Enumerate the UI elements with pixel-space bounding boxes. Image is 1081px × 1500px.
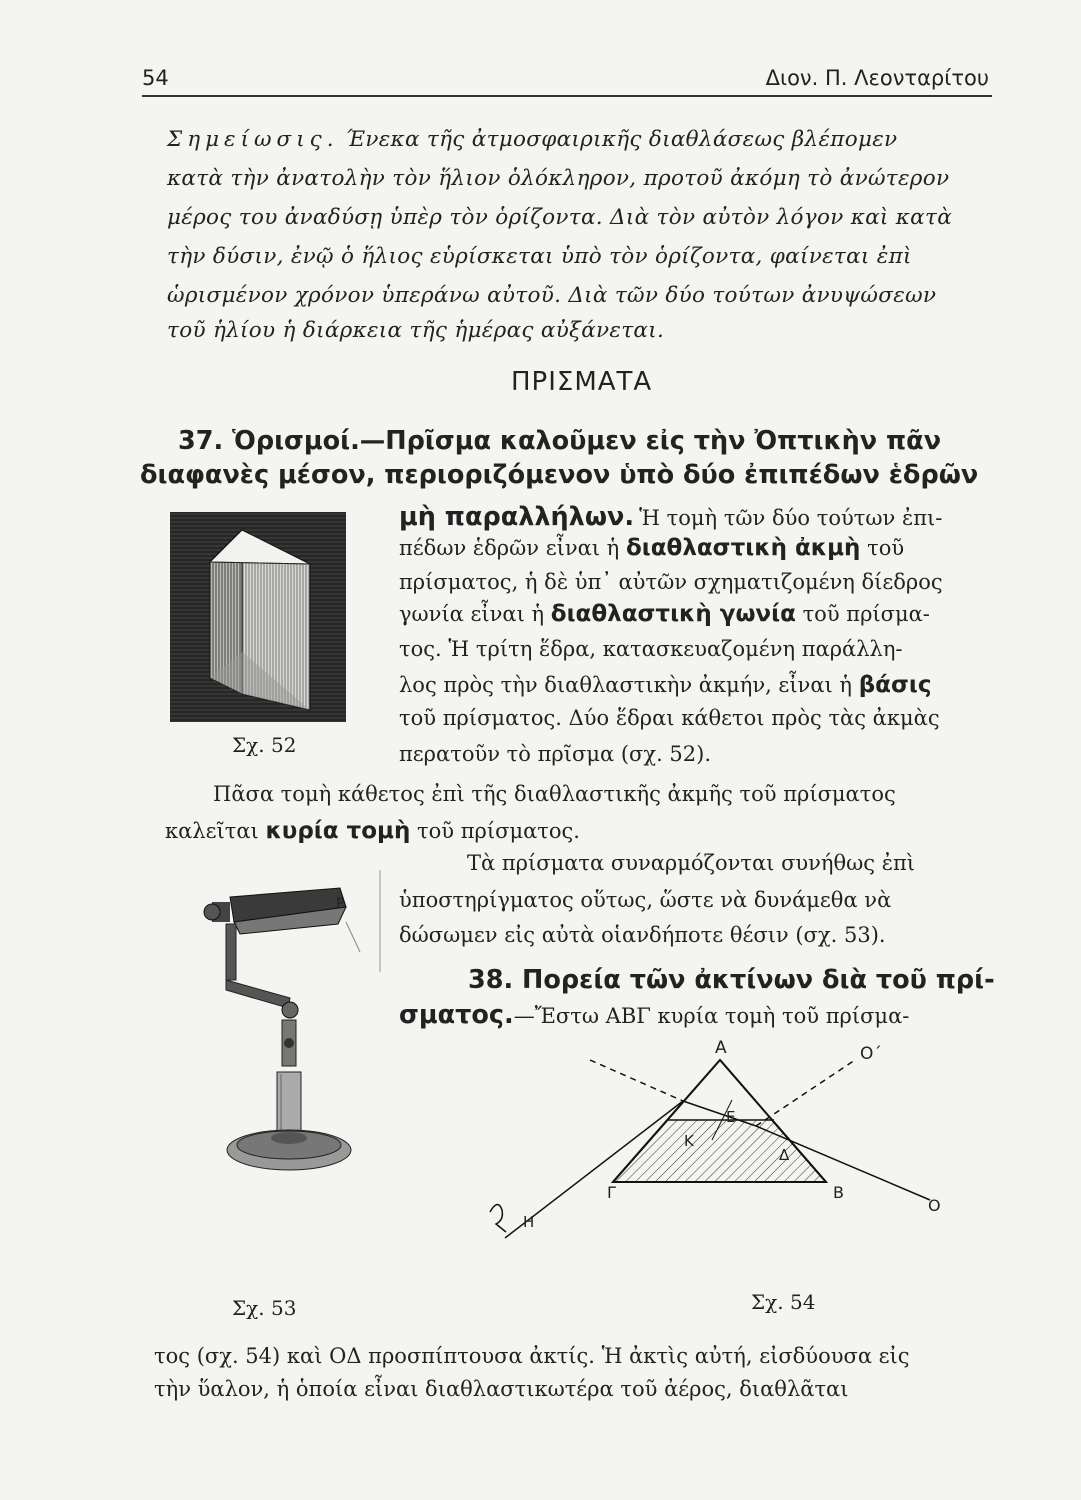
section-title: ΠΡΙΣΜΑΤΑ [511,367,653,397]
fig54-label-h: H [523,1213,535,1231]
para38-line-3: τος (σχ. 54) καὶ ΟΔ προσπίπτουσα ἀκτίς. Ἡ ἀκτὶς αὐτή, εἰσδύουσα εἰς [154,1344,910,1368]
para37-line-8 [399,672,931,698]
figure-53-caption: Σχ. 53 [232,1296,297,1320]
fig54-label-o-prime: O΄ [860,1044,882,1064]
fig54-label-o: O [928,1196,941,1215]
para37-line-5: πρίσματος, ἡ δὲ ὑπ᾽ αὐτῶν σχηματιζομένη δίεδρος [399,570,943,594]
note-line-6: τοῦ ἡλίου ἡ διάρκεια τῆς ἡμέρας αὐξάνεται. [167,318,665,343]
para37-line-8a: λος πρὸς τὴν διαθλαστικὴν ἀκμήν, εἶναι ἡ [399,673,852,697]
note-line-5: ὡρισμένον χρόνον ὑπεράνω αὐτοῦ. Διὰ τῶν δύο τούτων ἀνυψώσεων [167,283,937,308]
para37-line-3-text: Ἡ τομὴ τῶν δύο τούτων ἐπι- [639,506,943,530]
note-line-2: κατὰ τὴν ἀνατολὴν τὸν ἥλιον ὁλόκληρον, προτοῦ ἀκόμη τὸ ἀνώτερον [167,166,950,191]
para37-line-6 [399,601,930,627]
para37-bold-principal-section: κυρία τομὴ [265,818,411,844]
para38-heading-2: σματος. [399,1000,514,1030]
fig54-label-k: K [684,1132,694,1150]
figure-54-ray-diagram [470,1040,940,1240]
para37-line-3 [399,502,942,532]
para37-line-12a: καλεῖται [165,819,259,843]
figure-54-caption: Σχ. 54 [751,1290,816,1314]
page-number: 54 [142,66,169,90]
fig54-label-b: B [833,1183,844,1202]
para37-heading-2: διαφανὲς μέσον, περιοριζόμενον ὑπὸ δύο ἐπιπέδων ἑδρῶν [140,460,979,490]
para38-line-2 [399,1000,909,1030]
header-rule [142,95,992,97]
note-label: Σημείωσις. [167,127,339,152]
note-line-1-text: Ένεκα τῆς ἀτμοσφαιρικῆς διαθλάσεως βλέπομεν [345,127,898,152]
note-line-3: μέρος του ἀναδύσῃ ὑπὲρ τὸν ὁρίζοντα. Διὰ τὸν αὐτὸν λόγον καὶ κατὰ [167,205,953,230]
para37-line-6b: τοῦ πρίσμα- [802,602,930,626]
para37-line-15: δώσωμεν εἰς αὐτὰ οἱανδήποτε θέσιν (σχ. 53). [399,923,886,947]
figure-53-prism-stand [160,862,390,1177]
fig54-label-a: A [715,1038,727,1058]
para37-line-13: Τὰ πρίσματα συναρμόζονται συνήθως ἐπὶ [467,851,916,875]
figure-52-caption: Σχ. 52 [232,733,297,757]
para38-line-4: τὴν ὕαλον, ἡ ὁποία εἶναι διαθλαστικωτέρα τοῦ ἀέρος, διαθλᾶται [154,1377,849,1401]
para38-line-2-text: —Ἔστω ΑΒΓ κυρία τομὴ τοῦ πρίσμα- [513,1004,910,1028]
para37-line-10: περατοῦν τὸ πρῖσμα (σχ. 52). [399,742,712,766]
note-line-4: τὴν δύσιν, ἐνῷ ὁ ἥλιος εὑρίσκεται ὑπὸ τὸν ὁρίζοντα, φαίνεται ἐπὶ [167,244,912,269]
running-head: Διον. Π. Λεονταρίτου [765,66,989,90]
para37-line-12 [165,818,580,844]
figure-52-prism [170,512,346,722]
para37-line-9: τοῦ πρίσματος. Δύο ἕδραι κάθετοι πρὸς τὰς ἀκμὰς [399,706,940,730]
para37-bold-base: βάσις [858,672,932,698]
para37-line-4b: τοῦ [867,536,905,560]
figure-53-label-p: P [336,896,345,912]
fig54-label-gamma: Γ [607,1183,616,1202]
para37-line-14: ὑποστηρίγματος οὕτως, ὥστε νὰ δυνάμεθα νὰ [399,888,892,912]
fig54-label-delta: Δ [779,1146,790,1164]
para37-bold-refracting-edge: διαθλαστικὴ ἀκμὴ [625,535,861,561]
para38-heading-1: 38. Πορεία τῶν ἀκτίνων διὰ τοῦ πρί- [468,965,995,995]
para37-line-12b: τοῦ πρίσματος. [417,819,580,843]
para37-line-4 [399,535,904,561]
para37-heading-1: 37. Ὁρισμοί.—Πρῖσμα καλοῦμεν εἰς τὴν Ὀπτικὴν πᾶν [178,426,942,456]
para37-line-11: Πᾶσα τομὴ κάθετος ἐπὶ τῆς διαθλαστικῆς ἀκμῆς τοῦ πρίσματος [213,782,896,806]
para37-line-4a: πέδων ἑδρῶν εἶναι ἡ [399,536,620,560]
para37-line-6a: γωνία εἶναι ἡ [399,602,545,626]
para37-line-7: τος. Ἡ τρίτη ἕδρα, κατασκευαζομένη παράλλη- [399,637,903,661]
para37-heading-3: μὴ παραλλήλων. [399,502,635,532]
fig54-label-e: E [726,1108,736,1126]
note-line-1 [167,127,897,152]
para37-bold-refracting-angle: διαθλαστικὴ γωνία [550,601,796,627]
